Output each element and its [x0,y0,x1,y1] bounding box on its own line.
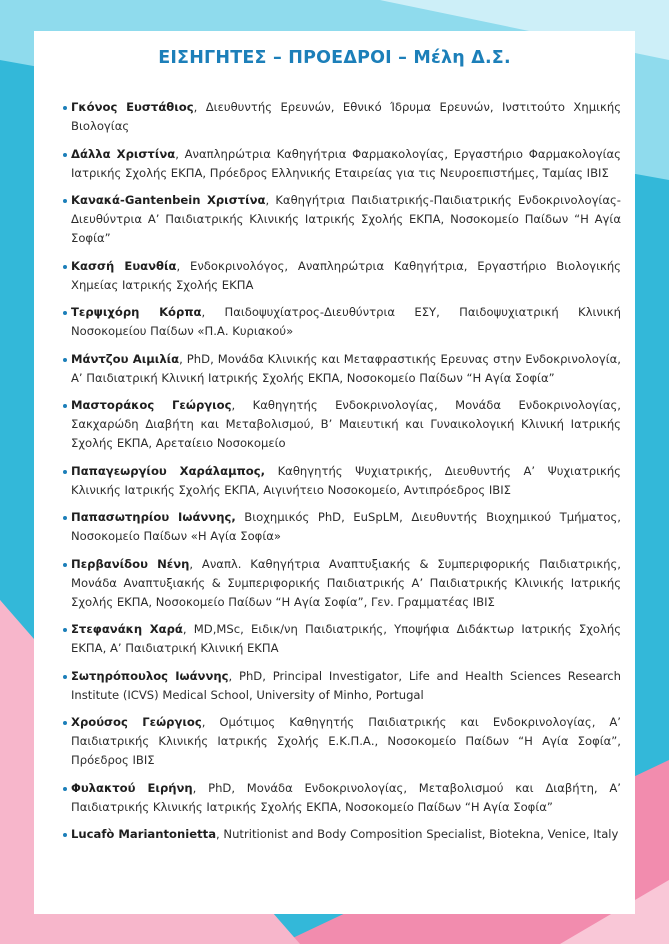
list-item [63,779,621,817]
speaker-name: Κανακά-Gantenbein Χριστίνα [71,193,266,207]
speaker-affiliation: , Διευθυντής Ερευνών, Εθνικό Ίδρυμα Ερευνών, Ινστιτούτο Χημικής Βιολογίας [71,100,622,133]
list-item [63,667,621,705]
speaker-affiliation: , Παιδοψυχίατρος-Διευθύντρια ΕΣΥ, Παιδοψυχιατρική Κλινική Νοσοκομείου Παίδων «Π.Α. Κυριακού» [71,305,621,338]
speaker-name: Σωτηρόπουλος Ιωάννης [71,668,229,683]
bullet-icon [63,358,67,362]
bullet-icon [63,563,67,567]
speaker-name: Φυλακτού Ειρήνη [71,780,193,795]
list-item [63,303,621,341]
speaker-name: Τερψιχόρη Κόρπα [71,305,202,319]
speaker-name: Στεφανάκη Χαρά [71,622,183,636]
list-item [63,191,621,248]
speaker-affiliation: , Ενδοκρινολόγος, Αναπληρώτρια Καθηγήτρια, Εργαστήριο Βιολογικής Χημείας Ιατρικής Σχολής ΕΚΠΑ [71,258,621,292]
speaker-affiliation: , PhD, Principal Investigator, Life and Health Sciences Research Institute (ICVS) Medical School, University of Minho, Portugal [71,668,621,702]
bullet-icon [63,106,67,110]
list-item [63,713,621,770]
bullet-icon [63,721,67,725]
speaker-name: Δάλλα Χριστίνα [71,146,176,161]
speaker-name: Μαστοράκος Γεώργιος [71,398,232,412]
bullet-icon [63,516,67,520]
speakers-list [63,98,621,853]
list-item [63,825,621,844]
speaker-name: Κασσή Ευανθία [71,258,177,273]
list-item [63,620,621,658]
list-item [63,555,621,612]
bullet-icon [63,787,67,791]
bullet-icon [63,199,67,203]
list-item [63,98,621,136]
speaker-name: Μάντζου Αιμιλία [71,351,180,366]
speaker-affiliation: , Nutritionist and Body Composition Specialist, Biotekna, Venice, Italy [216,827,619,841]
bullet-icon [63,833,67,837]
bullet-icon [63,311,67,315]
speaker-affiliation: , MD,MSc, Ειδικ/νη Παιδιατρικής, Υποψήφια Διδάκτωρ Ιατρικής Σχολής ΕΚΠΑ, Α’ Παιδιατρική Κλινική ΕΚΠΑ [71,622,621,655]
speaker-name: Παπασωτηρίου Ιωάννης, [71,510,236,524]
speaker-affiliation: Καθηγητής Ψυχιατρικής, Διευθυντής Α’ Ψυχιατρικής Κλινικής Ιατρικής Σχολής ΕΚΠΑ, Αιγινήτειο Νοσοκομείο, Αντιπρόεδρος ΙΒΙΣ [71,463,621,497]
bullet-icon [63,675,67,679]
content-card [34,31,635,914]
list-item [63,145,621,183]
speaker-affiliation: , Ομότιμος Καθηγητής Παιδιατρικής και Ενδοκρινολογίας, Α’ Παιδιατρικής Κλινικής Ιατρικής Σχολής Ε.Κ.Π.Α., Νοσοκομείο Παίδων “Η Αγία Σοφία”, Πρόεδρος ΙΒΙΣ [71,715,621,767]
list-item [63,462,621,500]
speaker-affiliation: , Καθηγητής Ενδοκρινολογίας, Μονάδα Ενδοκρινολογίας, Σακχαρώδη Διαβήτη και Μεταβολισμού, Β’ Μαιευτική και Γυναικολογική Κλινική Ιατρικής Σχολής ΕΚΠΑ, Αρεταίειο Νοσοκομείο [71,398,621,450]
bullet-icon [63,404,67,408]
speaker-name: Περβανίδου Νένη [71,556,190,571]
list-item [63,508,621,546]
speaker-name: Παπαγεωργίου Χαράλαμπος, [71,463,266,478]
list-item [63,257,621,295]
speaker-affiliation: Βιοχημικός PhD, EuSpLM, Διευθυντής Βιοχημικού Τμήματος, Νοσοκομείο Παίδων «Η Αγία Σοφία» [71,510,621,543]
speaker-affiliation: , PhD, Μονάδα Ενδοκρινολογίας, Μεταβολισμού και Διαβήτη, Α’ Παιδιατρικής Κλινικής Ιατρικής Σχολής ΕΚΠΑ, Νοσοκομείο Παίδων “Η Αγία Σοφία” [71,780,621,814]
list-item [63,350,621,388]
speaker-affiliation: , Καθηγήτρια Παιδιατρικής-Παιδιατρικής Ενδοκρινολογίας-Διευθύντρια Α’ Παιδιατρικής Κλινικής Ιατρικής Σχολής ΕΚΠΑ, Νοσοκομείο Παίδων “Η Αγία Σοφία” [71,193,621,245]
speaker-affiliation: , PhD, Μονάδα Κλινικής και Μεταφραστικής Ερευνας στην Ενδοκρινολογία, Α’ Παιδιατρική Κλινική Ιατρικής Σχολής ΕΚΠΑ, Νοσοκομείο Παίδων “Η Αγία Σοφία” [71,351,621,385]
speaker-name: Lucafò Mariantonietta [71,827,217,841]
bullet-icon [63,265,67,269]
bullet-icon [63,153,67,157]
bullet-icon [63,470,67,474]
list-item [63,396,621,453]
bullet-icon [63,628,67,632]
page-title: ΕΙΣΗΓΗΤΕΣ – ΠΡΟΕΔΡΟΙ – Μέλη Δ.Σ. [158,48,511,68]
speaker-affiliation: , Αναπληρώτρια Καθηγήτρια Φαρμακολογίας, Εργαστήριο Φαρμακολογίας Ιατρικής Σχολής ΕΚΠΑ, Πρόεδρος Ελληνικής Εταιρείας για τις Νευροεπιστήμες, Ταμίας ΙΒΙΣ [71,146,621,180]
speaker-name: Χρούσος Γεώργιος [71,715,202,729]
speaker-name: Γκόνος Ευστάθιος [71,100,194,114]
speaker-affiliation: , Αναπλ. Καθηγήτρια Αναπτυξιακής & Συμπεριφορικής Παιδιατρικής, Μονάδα Αναπτυξιακής & Συμπεριφορικής Παιδιατρικής Α’ Παιδιατρικής Κλινικής Ιατρικής Σχολής ΕΚΠΑ, Νοσοκομείο Παίδων “Η Αγία Σοφία”, Γεν. Γραμματέας ΙΒΙΣ [71,556,621,609]
